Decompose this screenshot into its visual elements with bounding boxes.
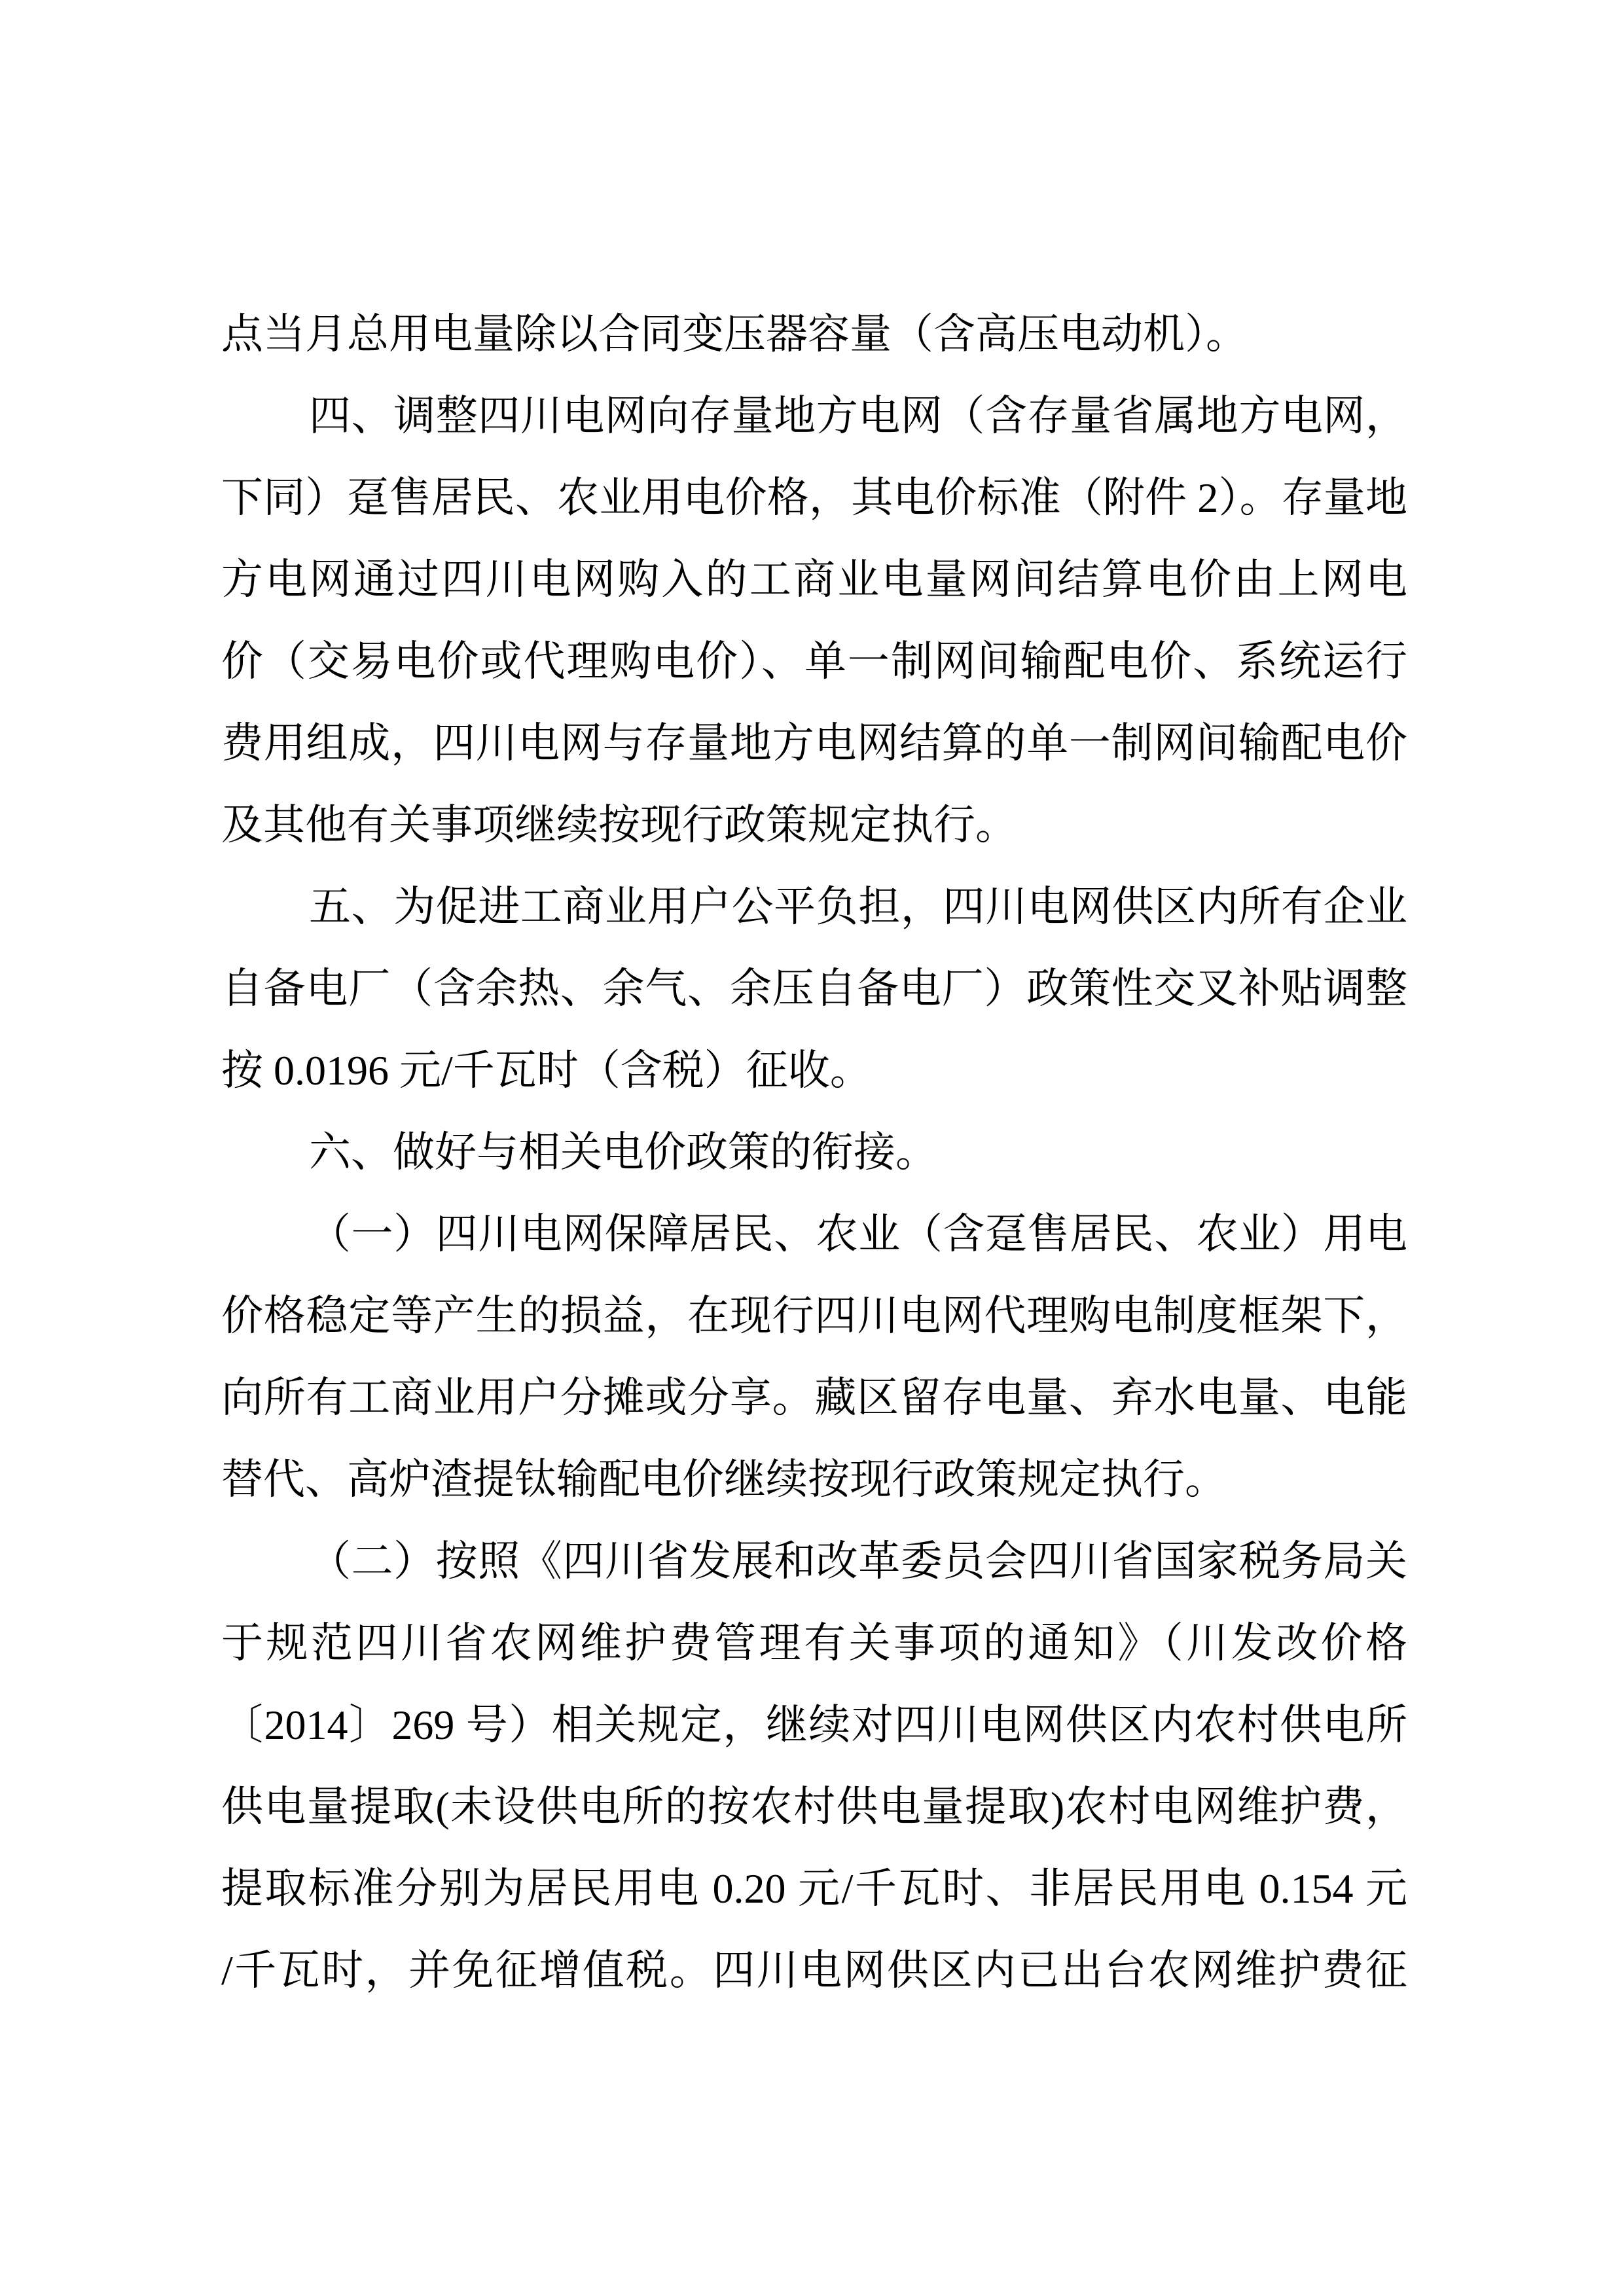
text-line: 费用组成，四川电网与存量地方电网结算的单一制网间输配电价	[221, 720, 1407, 766]
text-line: 自备电厂（含余热、余气、余压自备电厂）政策性交叉补贴调整	[221, 965, 1407, 1012]
text-line: 六、做好与相关电价政策的衔接。	[309, 1129, 937, 1175]
text-line: /千瓦时，并免征增值税。四川电网供区内已出台农网维护费征	[221, 1947, 1407, 1994]
text-line: 方电网通过四川电网购入的工商业电量网间结算电价由上网电	[221, 556, 1407, 603]
text-line: 四、调整四川电网向存量地方电网（含存量省属地方电网，	[309, 393, 1407, 439]
text-line: 价（交易电价或代理购电价）、单一制网间输配电价、系统运行	[221, 638, 1407, 685]
text-line: 替代、高炉渣提钛输配电价继续按现行政策规定执行。	[221, 1456, 1227, 1503]
text-line: 提取标准分别为居民用电 0.20 元/千瓦时、非居民用电 0.154 元	[221, 1865, 1407, 1912]
text-block	[221, 293, 1407, 2011]
text-line: 下同）趸售居民、农业用电价格，其电价标准（附件 2）。存量地	[221, 475, 1407, 521]
text-line: （一）四川电网保障居民、农业（含趸售居民、农业）用电	[309, 1211, 1407, 1257]
text-line: 向所有工商业用户分摊或分享。藏区留存电量、弃水电量、电能	[221, 1374, 1407, 1421]
text-line: 及其他有关事项继续按现行政策规定执行。	[221, 802, 1017, 848]
text-line: 五、为促进工商业用户公平负担，四川电网供区内所有企业	[309, 884, 1407, 930]
text-line: 于规范四川省农网维护费管理有关事项的通知》（川发改价格	[221, 1620, 1407, 1666]
text-line: 按 0.0196 元/千瓦时（含税）征收。	[221, 1047, 872, 1094]
text-line: 价格稳定等产生的损益，在现行四川电网代理购电制度框架下，	[221, 1293, 1407, 1339]
text-line: 供电量提取(未设供电所的按农村供电量提取)农村电网维护费，	[221, 1784, 1407, 1830]
text-line: （二）按照《四川省发展和改革委员会四川省国家税务局关	[309, 1538, 1407, 1585]
text-line: 〔2014〕269 号）相关规定，继续对四川电网供区内农村供电所	[221, 1702, 1407, 1748]
text-line: 点当月总用电量除以合同变压器容量（含高压电动机）。	[221, 311, 1248, 357]
